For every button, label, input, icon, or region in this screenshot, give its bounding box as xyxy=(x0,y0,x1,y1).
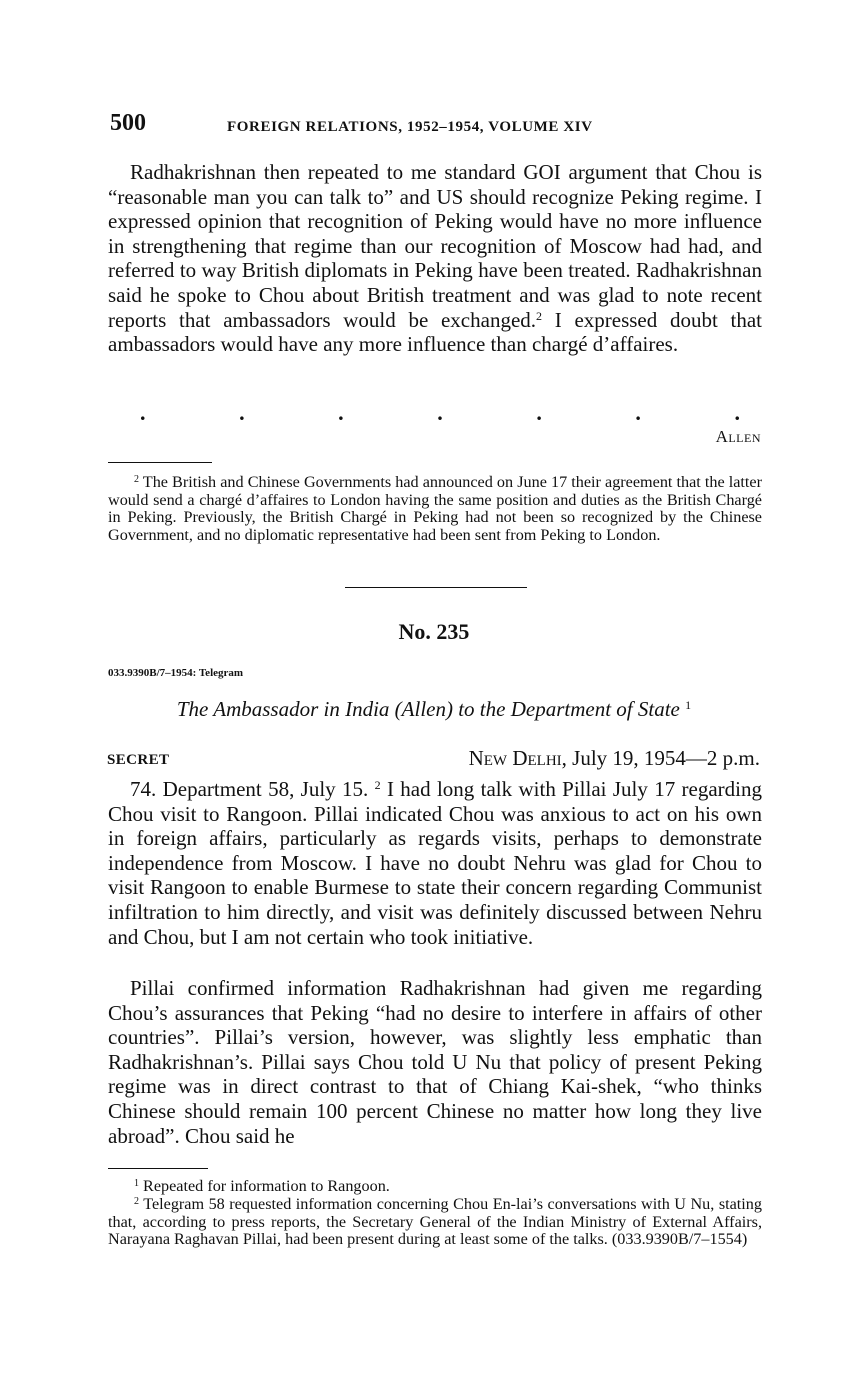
footnote xyxy=(108,1196,762,1249)
file-reference: 033.9390B/7–1954: Telegram xyxy=(108,667,244,679)
document-number: No. 235 xyxy=(398,619,470,644)
paragraph-text: 74. Department 58, July 15. xyxy=(130,777,369,801)
continued-paragraph xyxy=(108,160,762,357)
dateline-place: New Delhi, xyxy=(468,746,567,770)
ellipsis-dot: . xyxy=(536,400,542,425)
ellipsis-dot: . xyxy=(239,400,245,425)
paragraph-text: Pillai confirmed information Radhakrishnan had given me regarding Chou’s assurances that Peking “had no desire to interfere in affairs of other countries”. Pillai’s version, however, was slightly less emphatic than Radhakrishnan’s. Pillai says Chou told U Nu that policy of present Peking regime was in direct contrast to that of Chiang Kai-shek, “who thinks Chinese should remain 100 percent Chinese no matter how long they live abroad”. Chou said he xyxy=(108,976,762,1148)
ellipsis-dot: . xyxy=(338,400,344,425)
footnote-text: Telegram 58 requested information concerning Chou En-lai’s conversations with U Nu, stating that, according to press reports, the Secretary General of the Indian Ministry of External Affairs, Narayana Raghavan Pillai, had been present during at least some of the talks. (033.9390B/7–1554) xyxy=(108,1195,762,1249)
footnote-marker: 2 xyxy=(536,308,543,323)
footnote-rule xyxy=(108,462,212,463)
signature: Allen xyxy=(715,427,761,446)
telegram-paragraph xyxy=(108,777,762,949)
omission-ellipsis xyxy=(140,400,740,425)
ellipsis-dot: . xyxy=(437,400,443,425)
paragraph-text: I had long talk with Pillai July 17 regarding Chou visit to Rangoon. Pillai indicated Chou was anxious to act on his own in foreign affairs, particularly as regards visits, perhaps to demonstrate independence from Moscow. I have no doubt Nehru was glad for Chou to visit Rangoon to enable Burmese to state their concern regarding Communist infiltration to him directly, and visit was definitely discussed between Nehru and Chou, but I am not certain who took initiative. xyxy=(108,777,763,949)
ellipsis-dot: . xyxy=(635,400,641,425)
footnote-marker: 1 xyxy=(134,1178,139,1189)
paragraph-text: I expressed doubt that ambassadors would have any more influence than chargé d’affaires. xyxy=(108,307,762,357)
page-header xyxy=(110,110,760,140)
footnote-marker: 2 xyxy=(134,474,139,485)
footnote xyxy=(108,1178,762,1196)
paragraph-text: Radhakrishnan then repeated to me standard GOI argument that Chou is “reasonable man you can talk to” and US should recognize Peking regime. I expressed opinion that recognition of Peking would have no more influence in strengthening that regime than our recognition of Moscow had had, and referred to way British diplomats in Peking have been treated. Radhakrishnan said he spoke to Chou about British treatment and was glad to note recent reports that ambassadors would be exchanged. xyxy=(108,160,762,332)
running-head: FOREIGN RELATIONS, 1952–1954, VOLUME XIV xyxy=(227,119,593,135)
dateline-date: July 19, 1954—2 p.m. xyxy=(566,746,760,770)
footnote-marker: 2 xyxy=(374,778,381,792)
ellipsis-dot: . xyxy=(734,400,740,425)
section-divider xyxy=(345,587,527,588)
page-number: 500 xyxy=(110,110,146,136)
footnote-marker: 2 xyxy=(134,1196,139,1207)
footnote xyxy=(108,474,762,544)
classification-label: SECRET xyxy=(107,752,170,768)
footnote-text: The British and Chinese Governments had announced on June 17 their agreement that the latter would send a chargé d’affaires to London having the same position and duties as the British Chargé in Peking. Previously, the British Chargé in Peking had not been so recognized by the Chinese Government, and no diplomatic representative had been sent from Peking to London. xyxy=(108,473,762,544)
dateline xyxy=(469,746,760,771)
document-title xyxy=(0,697,868,722)
telegram-paragraph xyxy=(108,976,762,1148)
footnote-rule xyxy=(108,1168,208,1169)
ellipsis-dot: . xyxy=(140,400,146,425)
footnote-text: Repeated for information to Rangoon. xyxy=(139,1177,390,1195)
document-title-text: The Ambassador in India (Allen) to the Department of State xyxy=(176,697,680,721)
footnote-marker: 1 xyxy=(685,698,692,712)
